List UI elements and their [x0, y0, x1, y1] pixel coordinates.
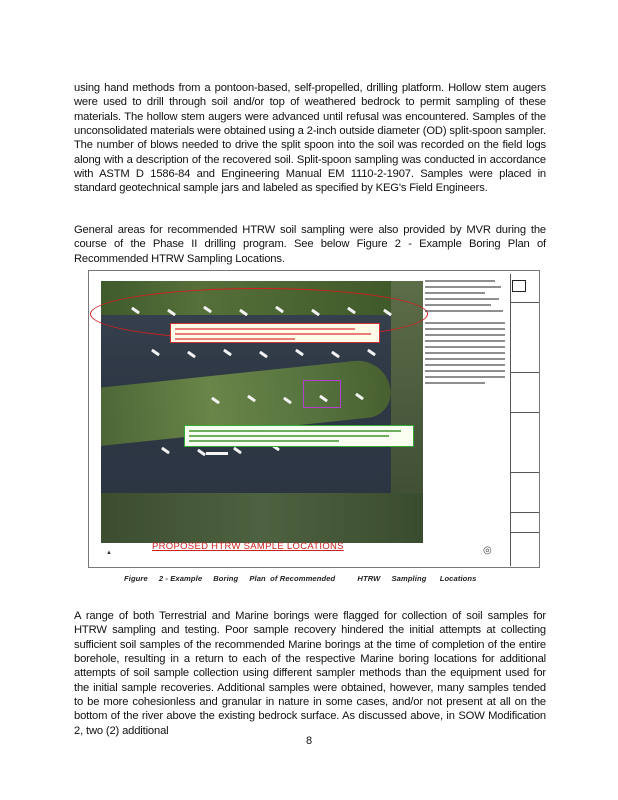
- legend-table: [425, 276, 509, 556]
- title-block: [510, 274, 539, 566]
- green-callout-note: [184, 425, 414, 447]
- body-paragraph-1: using hand methods from a pontoon-based, self-propelled, drilling platform. Hollow stem augers were used to drill through soil and/or top of weathered bedrock to permit sampling of these materials. The hollow stem augers were advanced until refusal was encountered. Samples of the unconsolidated materials were obtained using a 2-inch outside diameter (OD) split-spoon sampler. The number of blows needed to drive the split spoon into the soil was recorded on the field logs along with a description of the recovered soil. Split-spoon sampling was conducted in accordance with ASTM D 1586-84 and Engineering Manual EM 1110-2-1907. Samples were placed in standard geotechnical sample jars and labeled as specified by KEG's Field Engineers.: [74, 82, 546, 195]
- north-arrow-icon: ▲: [106, 550, 112, 556]
- red-callout-note: [170, 323, 380, 343]
- boring-label: [206, 452, 228, 455]
- body-paragraph-3: A range of both Terrestrial and Marine borings were flagged for collection of soil samples for HTRW sampling and testing. Poor sample recovery hindered the initial attempts at collecting sufficient soil samples of the recommended Marine borings at the time of completion of the entire borehole, resulting in a return to each of the respective Marine boring locations for additional attempts of soil sample collection using different sampler methods than the equipment used for the initial sample recoveries. Additional samples were obtained, however, many samples tended to be more cohesionless and granular in nature in some cases, and/or not present at all on the bottom of the river above the existing bedrock surface. As discussed above, in SOW Modification 2, two (2) additional: [74, 610, 546, 737]
- page-number: 8: [305, 735, 313, 747]
- body-paragraph-2: General areas for recommended HTRW soil sampling were also provided by MVR during the course of the Phase II drilling program. See below Figure 2 - Example Boring Plan of Recommended HTRW Sampling Locations.: [74, 224, 546, 265]
- figure-caption: Figure 2 - Example Boring Plan of Recommended HTRW Sampling Locations: [124, 574, 477, 583]
- logo-icon: [512, 280, 526, 292]
- compass-icon: ◎: [483, 545, 492, 556]
- highlight-rectangle: [303, 380, 341, 408]
- proposed-htrw-label: PROPOSED HTRW SAMPLE LOCATIONS: [152, 541, 344, 552]
